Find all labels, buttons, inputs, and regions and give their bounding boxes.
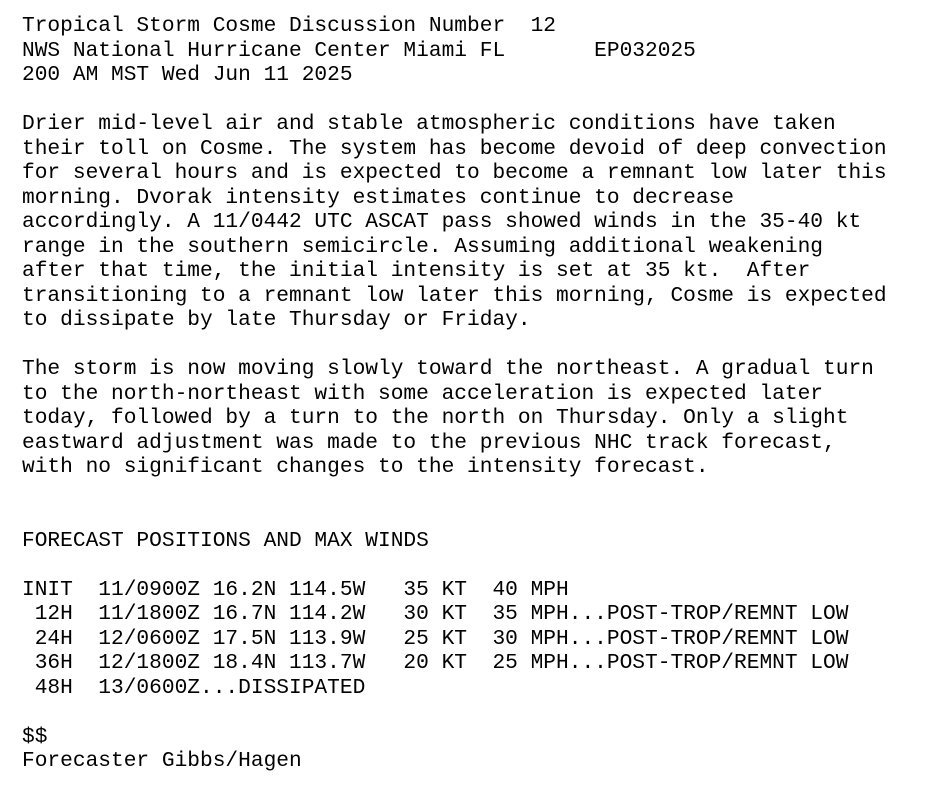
forecast-row: 36H 12/1800Z 18.4N 113.7W 20 KT 25 MPH...POST-TROP/REMNT LOW xyxy=(22,651,849,675)
spacer xyxy=(22,700,950,725)
forecast-row: 48H 13/0600Z...DISSIPATED xyxy=(22,675,366,700)
forecast-row: 24H 12/0600Z 17.5N 113.9W 25 KT 30 MPH...POST-TROP/REMNT LOW xyxy=(22,626,849,651)
paragraph-line: Drier mid-level air and stable atmospheric conditions have taken xyxy=(22,112,836,136)
paragraph-line: for several hours and is expected to become a remnant low later this xyxy=(22,161,887,185)
forecast-row: 12H 11/1800Z 16.7N 114.2W 30 KT 35 MPH...POST-TROP/REMNT LOW xyxy=(22,602,849,626)
paragraph-line: The storm is now moving slowly toward the northeast. A gradual turn xyxy=(22,357,874,381)
forecaster-signature: Forecaster Gibbs/Hagen xyxy=(22,749,302,773)
forecast-table xyxy=(22,578,950,701)
issue-datetime: 200 AM MST Wed Jun 11 2025 xyxy=(22,63,353,87)
spacer xyxy=(22,504,950,529)
paragraph-line: eastward adjustment was made to the previous NHC track forecast, xyxy=(22,430,836,455)
paragraph-line: their toll on Cosme. The system has become devoid of deep convection xyxy=(22,136,887,161)
spacer xyxy=(22,553,950,578)
paragraph-line: accordingly. A 11/0442 UTC ASCAT pass showed winds in the 35-40 kt xyxy=(22,210,862,234)
issuing-office: NWS National Hurricane Center Miami FL EP032025 xyxy=(22,38,696,63)
spacer xyxy=(22,88,950,113)
paragraph-line: to dissipate by late Thursday or Friday. xyxy=(22,308,531,332)
end-marker: $$ xyxy=(22,724,48,749)
paragraph-line: after that time, the initial intensity is set at 35 kt. After xyxy=(22,259,811,283)
discussion-paragraph-1 xyxy=(22,112,950,333)
paragraph-line: to the north-northeast with some acceleration is expected later xyxy=(22,381,824,406)
forecast-row: INIT 11/0900Z 16.2N 114.5W 35 KT 40 MPH xyxy=(22,577,569,602)
paragraph-line: with no significant changes to the intensity forecast. xyxy=(22,455,709,479)
spacer xyxy=(22,333,950,358)
paragraph-line: transitioning to a remnant low later this morning, Cosme is expected xyxy=(22,283,887,308)
paragraph-line: morning. Dvorak intensity estimates continue to decrease xyxy=(22,185,735,210)
paragraph-line: range in the southern semicircle. Assuming additional weakening xyxy=(22,234,824,259)
document-title: Tropical Storm Cosme Discussion Number 12 xyxy=(22,14,557,38)
paragraph-line: today, followed by a turn to the north on Thursday. Only a slight xyxy=(22,406,849,430)
spacer xyxy=(22,480,950,505)
forecast-heading: FORECAST POSITIONS AND MAX WINDS xyxy=(22,528,429,553)
discussion-paragraph-2 xyxy=(22,357,950,480)
